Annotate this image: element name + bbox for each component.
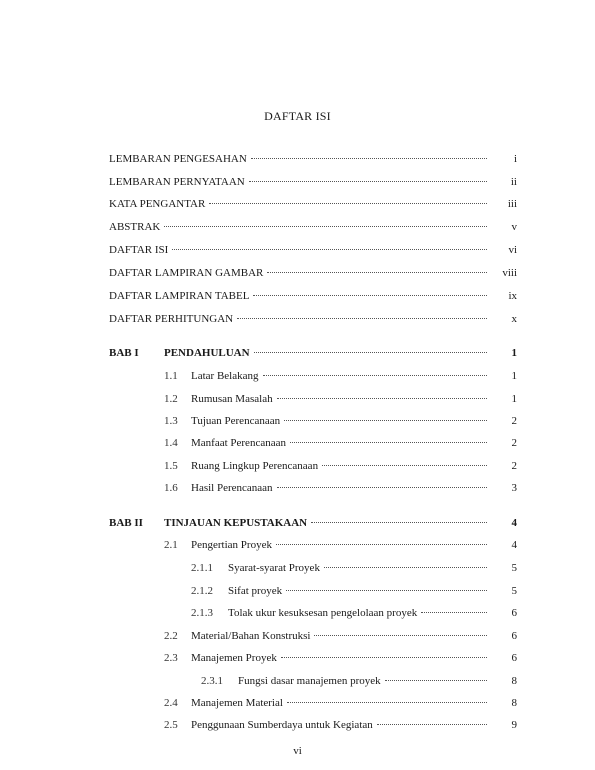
- toc-entry-label: ABSTRAK: [109, 221, 161, 233]
- toc-section: [191, 629, 517, 643]
- dot-leader: [172, 249, 487, 250]
- toc-entry-page: 1: [511, 370, 517, 382]
- toc-entry-daftar-isi: [109, 243, 517, 257]
- toc-section: [191, 414, 517, 428]
- dot-leader: [209, 203, 487, 204]
- dot-leader: [277, 487, 487, 488]
- dot-leader: [324, 567, 487, 568]
- toc-entry-daftar-lampiran-tabel: [109, 289, 517, 303]
- toc-section-label: Manajemen Proyek: [191, 652, 277, 664]
- dot-leader: [284, 420, 487, 421]
- dot-leader: [253, 295, 487, 296]
- toc-entry-page: 2: [511, 460, 517, 472]
- dot-leader: [251, 158, 487, 159]
- section-number: 1.2: [164, 393, 178, 405]
- toc-section-label: Manfaat Perencanaan: [191, 437, 286, 449]
- section-number: 1.5: [164, 460, 178, 472]
- dot-leader: [385, 680, 487, 681]
- toc-entry-page: viii: [502, 267, 517, 279]
- toc-entry-label: DAFTAR LAMPIRAN TABEL: [109, 290, 250, 302]
- toc-entry-page: 1: [511, 347, 517, 359]
- toc-section: [191, 718, 517, 732]
- dot-leader: [421, 612, 487, 613]
- toc-entry-page: ix: [508, 290, 517, 302]
- toc-chapter-label: TINJAUAN KEPUSTAKAAN: [164, 517, 308, 529]
- toc-entry-daftar-lampiran-gambar: [109, 266, 517, 280]
- subsection-number: 2.1.1: [191, 562, 213, 574]
- toc-entry-page: v: [511, 221, 517, 233]
- toc-subsection-label: Syarat-syarat Proyek: [228, 562, 320, 574]
- subsection-number: 2.1.2: [191, 585, 213, 597]
- section-number: 2.4: [164, 697, 178, 709]
- toc-entry-page: 5: [511, 562, 517, 574]
- toc-entry-page: 8: [511, 697, 517, 709]
- toc-entry-page: 2: [511, 415, 517, 427]
- toc-section: [191, 459, 517, 473]
- dot-leader: [276, 544, 487, 545]
- toc-section: [191, 481, 517, 495]
- toc-entry-lembaran-pernyataan: [109, 175, 517, 189]
- dot-leader: [267, 272, 487, 273]
- toc-section-label: Material/Bahan Konstruksi: [191, 630, 311, 642]
- toc-entry-page: 6: [511, 652, 517, 664]
- toc-entry-label: KATA PENGANTAR: [109, 198, 206, 210]
- section-number: 1.4: [164, 437, 178, 449]
- toc-entry-page: 2: [511, 437, 517, 449]
- toc-entry-page: 8: [511, 675, 517, 687]
- toc-entry-page: 6: [511, 607, 517, 619]
- toc-subsection: [238, 674, 517, 688]
- toc-entry-lembaran-pengesahan: [109, 152, 517, 166]
- section-number: 2.1: [164, 539, 178, 551]
- toc-section-label: Penggunaan Sumberdaya untuk Kegiatan: [191, 719, 373, 731]
- section-number: 2.3: [164, 652, 178, 664]
- toc-section: [191, 369, 517, 383]
- toc-section: [191, 436, 517, 450]
- toc-entry-page: 4: [511, 517, 517, 529]
- dot-leader: [311, 522, 487, 523]
- toc-section: [191, 392, 517, 406]
- toc-entry-page: i: [513, 153, 517, 165]
- toc-entry-kata-pengantar: [109, 197, 517, 211]
- toc-subsection-label: Tolak ukur kesuksesan pengelolaan proyek: [228, 607, 418, 619]
- dot-leader: [263, 375, 488, 376]
- dot-leader: [249, 181, 487, 182]
- section-number: 1.6: [164, 482, 178, 494]
- toc-entry-page: 3: [511, 482, 517, 494]
- toc-entry-daftar-perhitungan: [109, 312, 517, 326]
- toc-section-label: Pengertian Proyek: [191, 539, 272, 551]
- dot-leader: [286, 590, 487, 591]
- section-number: 1.1: [164, 370, 178, 382]
- dot-leader: [254, 352, 487, 353]
- toc-section: [191, 538, 517, 552]
- toc-subsection: [228, 606, 517, 620]
- toc-entry-label: DAFTAR PERHITUNGAN: [109, 313, 234, 325]
- toc-entry-label: DAFTAR ISI: [109, 244, 169, 256]
- toc-entry-page: 1: [511, 393, 517, 405]
- toc-entry-page: 5: [511, 585, 517, 597]
- toc-subsection: [228, 584, 517, 598]
- toc-entry-page: x: [511, 313, 517, 325]
- toc-entry-page: 6: [511, 630, 517, 642]
- toc-chapter-tinjauan-kepustakaan: [164, 516, 517, 530]
- section-number: 2.5: [164, 719, 178, 731]
- dot-leader: [164, 226, 487, 227]
- dot-leader: [322, 465, 487, 466]
- toc-subsection: [228, 561, 517, 575]
- toc-section-label: Manajemen Material: [191, 697, 283, 709]
- subsection-number: 2.3.1: [201, 675, 223, 687]
- toc-section-label: Latar Belakang: [191, 370, 259, 382]
- section-number: 2.2: [164, 630, 178, 642]
- dot-leader: [237, 318, 487, 319]
- toc-entry-page: iii: [507, 198, 517, 210]
- dot-leader: [277, 398, 487, 399]
- toc-entry-page: vi: [508, 244, 517, 256]
- toc-section: [191, 651, 517, 665]
- subsection-number: 2.1.3: [191, 607, 213, 619]
- dot-leader: [281, 657, 487, 658]
- chapter-number: BAB II: [109, 517, 143, 529]
- dot-leader: [377, 724, 487, 725]
- dot-leader: [290, 442, 487, 443]
- page-number-footer: vi: [293, 745, 302, 757]
- dot-leader: [314, 635, 487, 636]
- toc-subsection-label: Fungsi dasar manajemen proyek: [238, 675, 381, 687]
- toc-section-label: Tujuan Perencanaan: [191, 415, 281, 427]
- toc-section-label: Ruang Lingkup Perencanaan: [191, 460, 319, 472]
- toc-entry-abstrak: [109, 220, 517, 234]
- chapter-number: BAB I: [109, 347, 139, 359]
- section-number: 1.3: [164, 415, 178, 427]
- toc-section: [191, 696, 517, 710]
- toc-subsection-label: Sifat proyek: [228, 585, 283, 597]
- toc-entry-label: LEMBARAN PENGESAHAN: [109, 153, 247, 165]
- toc-entry-label: DAFTAR LAMPIRAN GAMBAR: [109, 267, 264, 279]
- toc-chapter-label: PENDAHULUAN: [164, 347, 250, 359]
- toc-section-label: Rumusan Masalah: [191, 393, 273, 405]
- toc-entry-label: LEMBARAN PERNYATAAN: [109, 176, 245, 188]
- toc-chapter-pendahuluan: [164, 346, 517, 360]
- toc-section-label: Hasil Perencanaan: [191, 482, 273, 494]
- toc-entry-page: ii: [510, 176, 517, 188]
- toc-entry-page: 4: [511, 539, 517, 551]
- page-title: DAFTAR ISI: [264, 109, 331, 123]
- toc-entry-page: 9: [511, 719, 517, 731]
- dot-leader: [287, 702, 487, 703]
